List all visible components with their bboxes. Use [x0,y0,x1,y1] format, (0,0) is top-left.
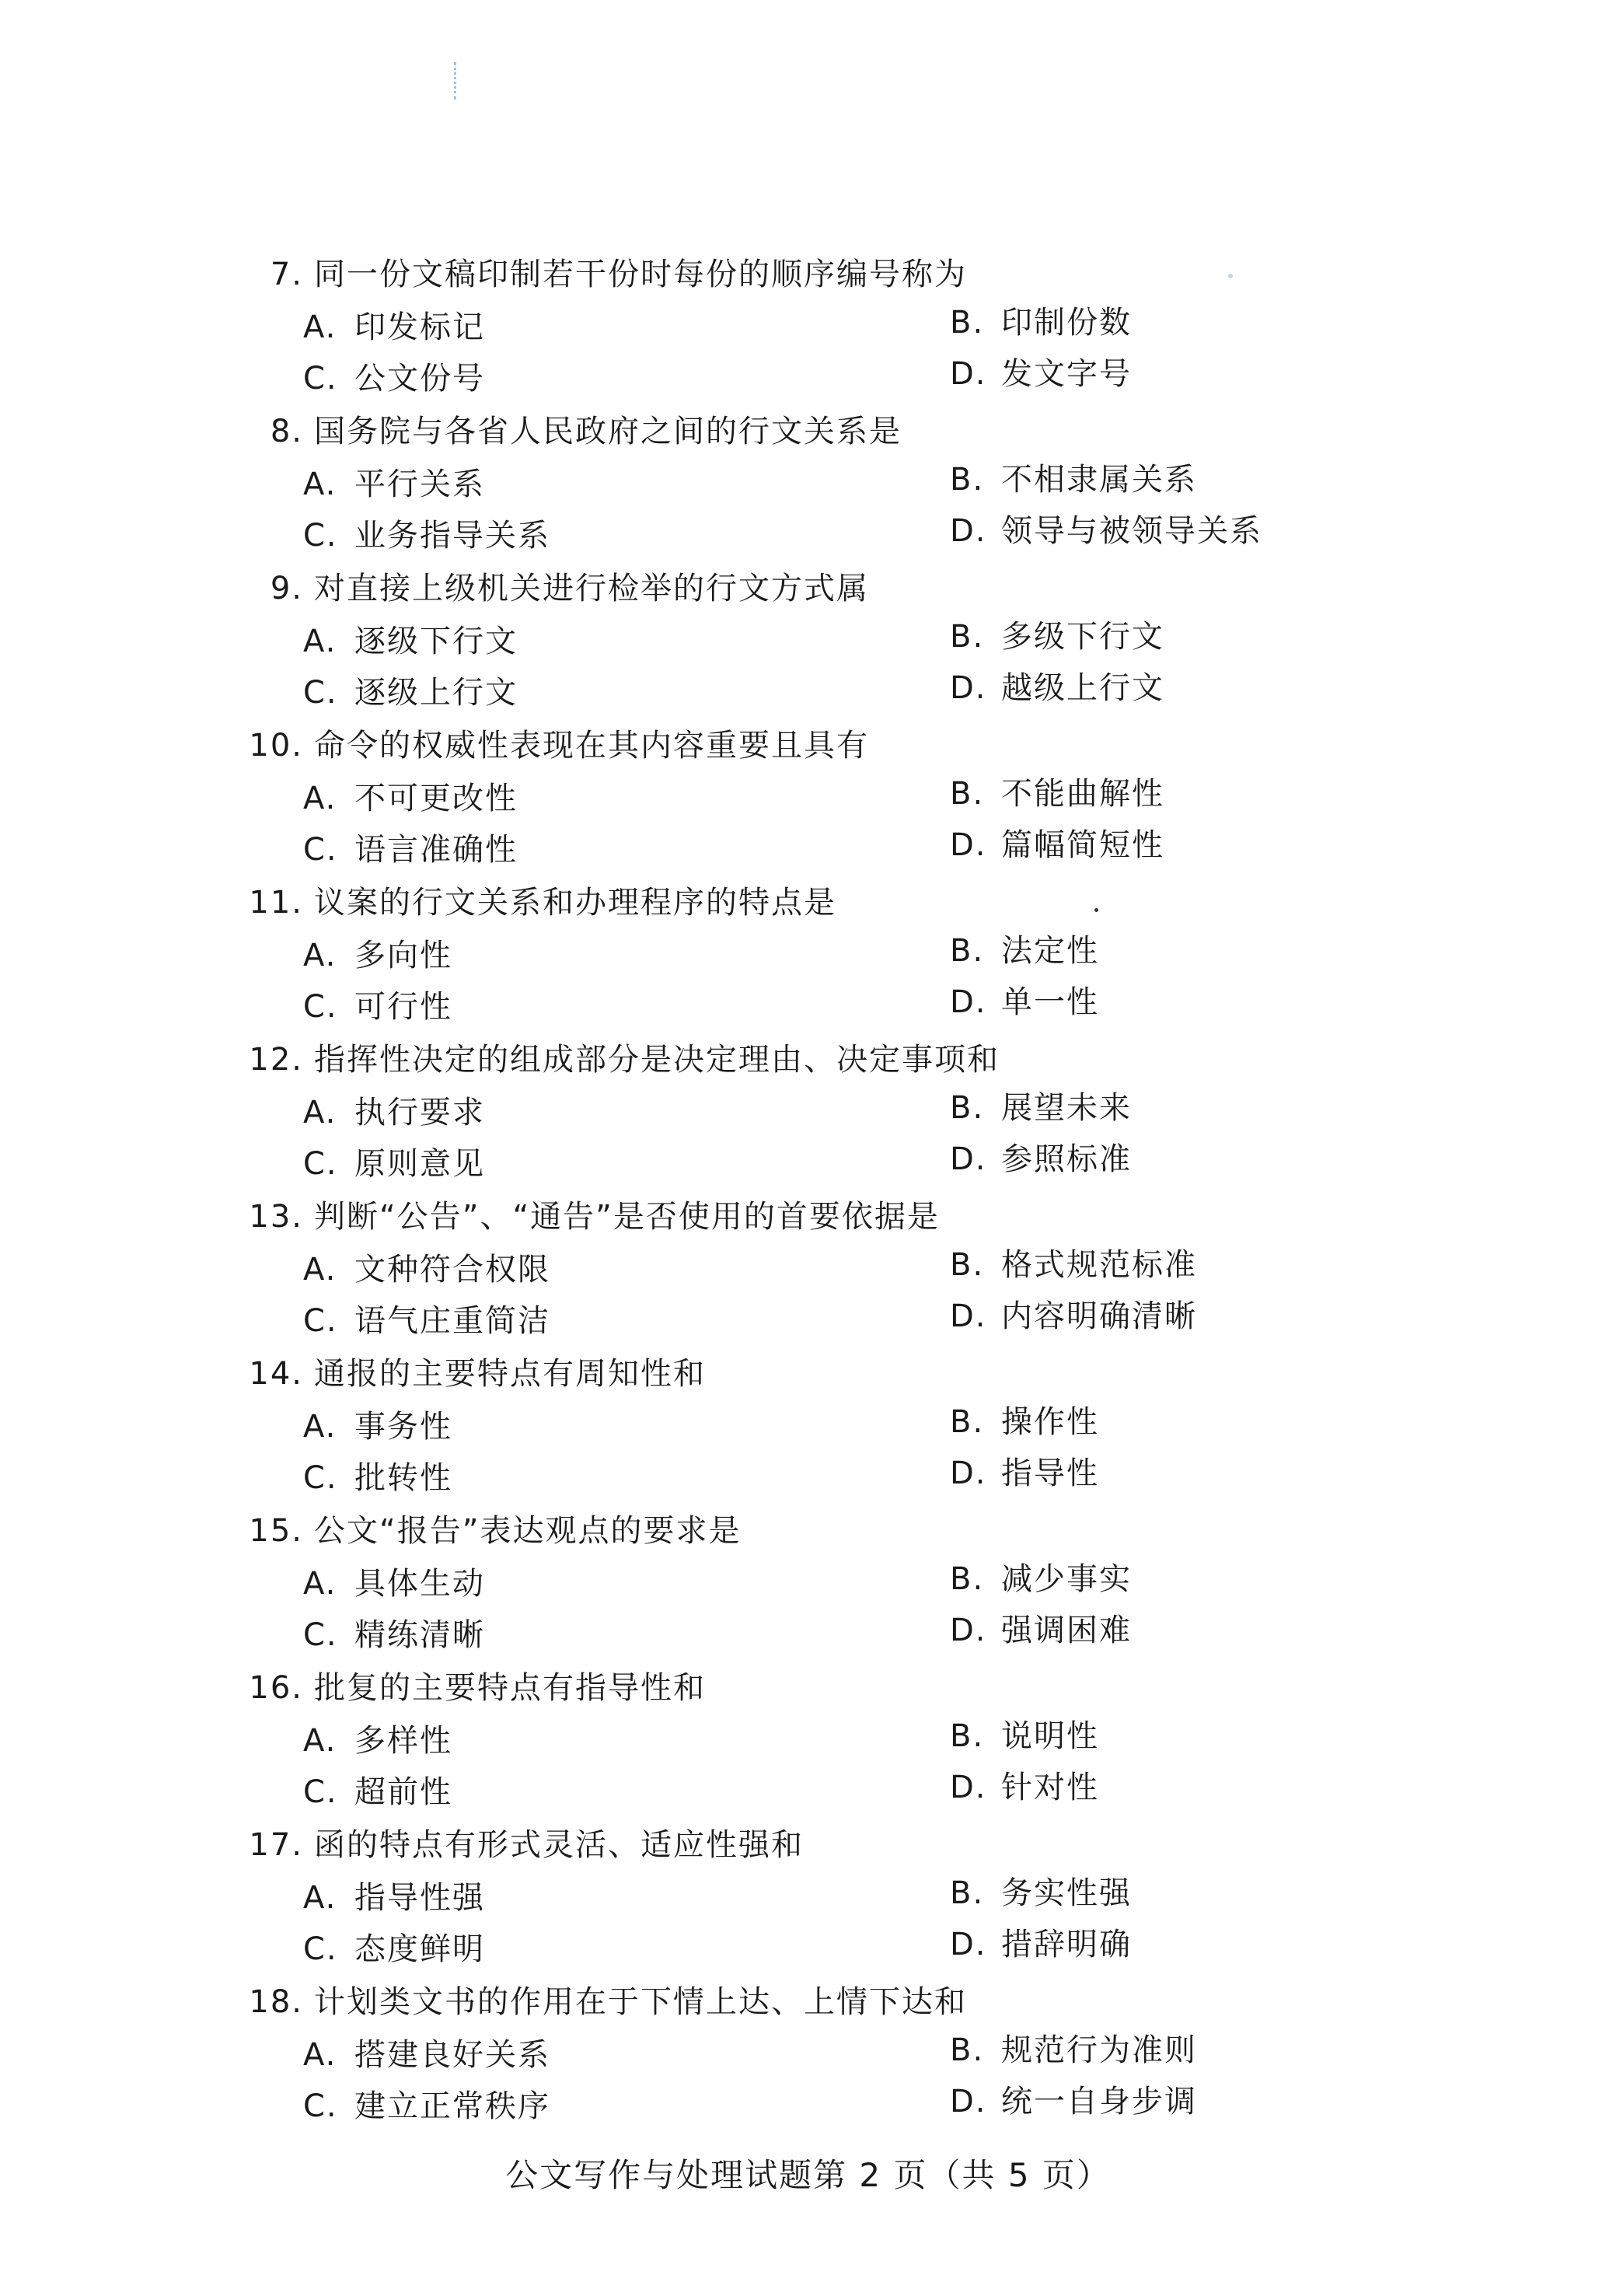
question-text: 函的特点有形式灵活、适应性强和 [314,1827,804,1863]
question-text: 议案的行文关系和办理程序的特点是 [314,885,836,921]
option-d [950,2076,1197,2127]
option-text: 格式规范标准 [1001,1247,1197,1283]
option-text: 多向性 [354,938,452,973]
option-letter: A. [303,1880,337,1916]
option-c [303,1609,485,1661]
question-12 [0,1034,1616,1191]
option-text: 多级下行文 [1001,619,1164,655]
option-letter: A. [303,2037,337,2073]
option-c [303,1924,485,1975]
option-b [950,297,1132,348]
option-letter: C. [303,1617,338,1653]
option-text: 执行要求 [354,1095,485,1131]
option-letter: B. [950,1718,985,1754]
option-text: 务实性强 [1001,1875,1132,1911]
question-stem [0,1662,706,1714]
question-text: 公文“报告”表达观点的要求是 [314,1513,742,1549]
option-c [303,981,452,1033]
option-b [950,1082,1132,1134]
question-stem [0,877,836,928]
question-text: 国务院与各省人民政府之间的行文关系是 [314,414,902,449]
option-letter: A. [303,624,337,659]
question-text: 同一份文稿印制若干份时每份的顺序编号称为 [314,257,967,292]
option-letter: B. [950,462,985,498]
question-stem [0,1505,741,1557]
option-text: 事务性 [354,1409,452,1445]
option-text: 篇幅简短性 [1001,827,1164,863]
option-text: 建立正常秩序 [354,2088,550,2124]
question-stem [0,563,869,614]
option-text: 语言准确性 [354,832,518,868]
option-c [303,1767,452,1818]
option-letter: D. [950,1613,987,1648]
option-letter: B. [950,1875,985,1911]
option-a [303,1244,550,1295]
option-a [303,616,518,667]
option-text: 指导性强 [354,1880,485,1916]
option-letter: A. [303,938,337,973]
question-stem [0,406,902,457]
question-text: 指挥性决定的组成部分是决定理由、决定事项和 [314,1042,1000,1078]
option-b [950,1396,1099,1448]
option-text: 逐级上行文 [354,675,518,711]
option-letter: A. [303,1723,337,1759]
option-letter: B. [950,776,985,812]
question-15 [0,1505,1616,1662]
question-number: 14. [249,1356,303,1392]
option-text: 原则意见 [354,1146,485,1182]
option-b [950,2025,1197,2076]
option-letter: B. [950,619,985,655]
option-letter: D. [950,827,987,863]
question-stem [0,249,967,300]
option-b [950,1553,1132,1605]
question-number: 9. [270,571,303,606]
option-a [303,302,485,353]
option-text: 印发标记 [354,309,485,345]
option-d [950,977,1099,1028]
question-number: 12. [249,1042,303,1078]
question-stem [0,720,869,771]
question-list [0,249,1616,2133]
page-footer: 公文写作与处理试题第 2 页（共 5 页） [505,2156,1111,2194]
option-letter: C. [303,361,338,397]
option-b [950,1711,1099,1762]
option-a [303,930,452,981]
option-text: 搭建良好关系 [354,2037,550,2073]
question-text: 判断“公告”、“通告”是否使用的首要依据是 [314,1199,940,1235]
option-text: 逐级下行文 [354,624,518,659]
option-d [950,662,1164,714]
option-text: 不可更改性 [354,781,518,816]
option-letter: D. [950,984,987,1020]
option-letter: C. [303,832,338,868]
question-number: 10. [249,728,303,764]
question-number: 11. [249,885,303,921]
option-text: 内容明确清晰 [1001,1298,1197,1334]
option-letter: D. [950,513,987,549]
option-b [950,768,1164,820]
question-7 [0,249,1616,406]
option-a [303,1872,485,1924]
option-text: 多样性 [354,1723,452,1759]
question-14 [0,1348,1616,1505]
option-letter: A. [303,781,337,816]
option-letter: D. [950,1298,987,1334]
question-text: 通报的主要特点有周知性和 [314,1356,706,1392]
question-number: 7. [270,257,303,292]
option-letter: C. [303,1931,338,1967]
option-text: 指导性 [1001,1456,1099,1491]
option-text: 不能曲解性 [1001,776,1164,812]
option-text: 业务指导关系 [354,518,550,554]
option-text: 说明性 [1001,1718,1099,1754]
option-d [950,1448,1099,1499]
question-number: 17. [249,1827,303,1863]
question-13 [0,1191,1616,1348]
option-a [303,1715,452,1767]
question-number: 8. [270,414,303,449]
option-a [303,1401,452,1452]
option-letter: B. [950,1404,985,1440]
option-text: 越级上行文 [1001,670,1164,706]
option-d [950,505,1262,557]
option-text: 批转性 [354,1460,452,1496]
option-a [303,773,518,824]
option-letter: A. [303,1409,337,1445]
question-9 [0,563,1616,720]
option-c [303,510,550,561]
option-d [950,1134,1132,1185]
question-stem [0,1348,706,1400]
option-a [303,459,485,510]
option-text: 法定性 [1001,933,1099,969]
option-d [950,1605,1132,1656]
question-number: 15. [249,1513,303,1549]
option-text: 语气庄重简洁 [354,1303,550,1339]
option-text: 公文份号 [354,361,485,397]
option-d [950,1291,1197,1342]
option-letter: C. [303,1146,338,1182]
question-number: 18. [249,1984,303,2020]
option-letter: D. [950,1456,987,1491]
option-letter: B. [950,305,985,341]
question-text: 计划类文书的作用在于下情上达、上情下达和 [314,1984,967,2020]
option-letter: C. [303,518,338,554]
question-text: 批复的主要特点有指导性和 [314,1670,706,1706]
question-text: 命令的权威性表现在其内容重要且具有 [314,728,869,764]
option-text: 参照标准 [1001,1141,1132,1177]
option-c [303,667,518,718]
option-text: 操作性 [1001,1404,1099,1440]
option-d [950,1762,1099,1813]
question-11 [0,877,1616,1034]
option-d [950,820,1164,871]
question-stem [0,1034,1000,1085]
option-text: 平行关系 [354,467,485,502]
option-text: 文种符合权限 [354,1252,550,1288]
question-10 [0,720,1616,877]
option-c [303,1138,485,1190]
option-b [950,925,1099,977]
option-letter: C. [303,2088,338,2124]
option-text: 减少事实 [1001,1561,1132,1597]
option-letter: D. [950,356,987,392]
option-text: 单一性 [1001,984,1099,1020]
option-letter: D. [950,1927,987,1962]
option-d [950,348,1132,400]
option-c [303,824,518,875]
option-letter: B. [950,2032,985,2068]
option-b [950,611,1164,662]
scan-artifact [454,62,464,100]
option-text: 印制份数 [1001,305,1132,341]
option-text: 发文字号 [1001,356,1132,392]
option-letter: B. [950,1247,985,1283]
option-b [950,1868,1132,1919]
option-letter: D. [950,1770,987,1805]
option-text: 精练清晰 [354,1617,485,1653]
option-a [303,1087,485,1138]
option-letter: B. [950,933,985,969]
question-8 [0,406,1616,563]
option-c [303,1452,452,1504]
question-17 [0,1819,1616,1976]
question-16 [0,1662,1616,1819]
option-text: 针对性 [1001,1770,1099,1805]
option-letter: D. [950,670,987,706]
option-text: 强调困难 [1001,1613,1132,1648]
option-a [303,2029,550,2081]
option-text: 态度鲜明 [354,1931,485,1967]
option-text: 不相隶属关系 [1001,462,1197,498]
option-letter: C. [303,1774,338,1810]
option-c [303,353,485,404]
question-stem [0,1191,940,1242]
option-letter: C. [303,1460,338,1496]
option-letter: A. [303,467,337,502]
option-letter: A. [303,1095,337,1131]
option-letter: D. [950,1141,987,1177]
question-number: 16. [249,1670,303,1706]
question-text: 对直接上级机关进行检举的行文方式属 [314,571,869,606]
option-letter: C. [303,675,338,711]
question-stem [0,1976,967,2028]
option-text: 规范行为准则 [1001,2032,1197,2068]
option-letter: B. [950,1090,985,1126]
option-letter: C. [303,1303,338,1339]
option-letter: A. [303,309,337,345]
question-number: 13. [249,1199,303,1235]
question-18 [0,1976,1616,2133]
option-letter: A. [303,1566,337,1602]
option-text: 超前性 [354,1774,452,1810]
option-c [303,2081,550,2132]
option-text: 展望未来 [1001,1090,1132,1126]
question-stem [0,1819,804,1871]
option-b [950,454,1197,505]
option-text: 领导与被领导关系 [1001,513,1262,549]
option-c [303,1295,550,1347]
option-letter: C. [303,989,338,1025]
option-d [950,1919,1132,1970]
option-letter: A. [303,1252,337,1288]
option-letter: D. [950,2084,987,2120]
option-text: 可行性 [354,989,452,1025]
option-b [950,1239,1197,1291]
option-letter: B. [950,1561,985,1597]
option-text: 具体生动 [354,1566,485,1602]
option-text: 措辞明确 [1001,1927,1132,1962]
option-a [303,1558,485,1609]
option-text: 统一自身步调 [1001,2084,1197,2120]
